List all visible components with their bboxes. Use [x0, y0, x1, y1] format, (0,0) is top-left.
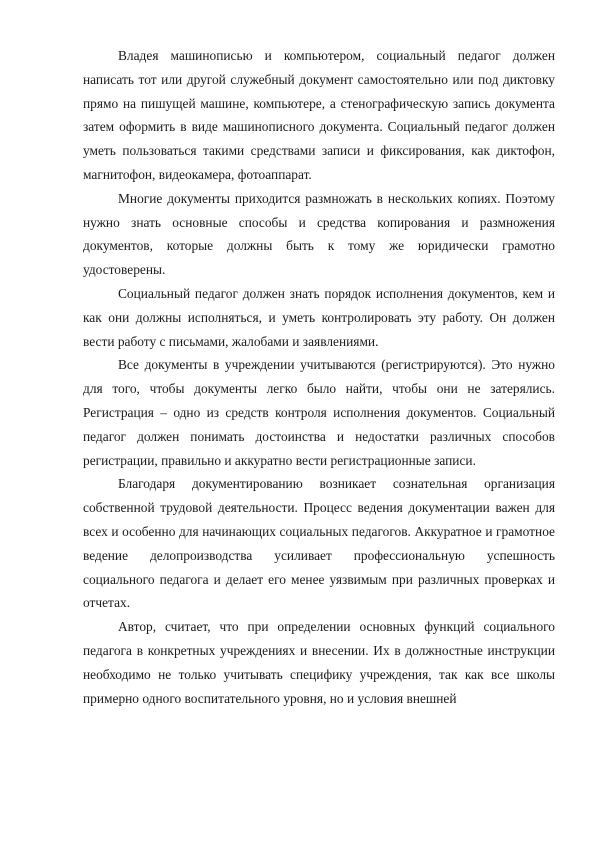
paragraph-registration: Все документы в учреждении учитываются (регистрируются). Это нужно для того, чтобы документы легко было найти, чтобы они не затерялись. Регистрация – одно из средств контроля исполнения документов. Социальный педагог должен понимать достоинства и недостатки различных способов регистрации, правильно и аккуратно вести регистрационные записи.	[83, 357, 555, 468]
paragraph-documentation-benefits: Благодаря документированию возникает сознательная организация собственной трудовой деятельности. Процесс ведения документации важен для всех и особенно для начинающих социальных педагогов. Аккуратное и грамотное ведение делопроизводства усиливает профессиональную успешность социального педагога и делает его менее уязвимым при различных проверках и отчетах.	[83, 476, 555, 611]
paragraph-author-opinion: Автор, считает, что при определении основных функций социального педагога в конкретных учреждениях и внесении. Их в должностные инструкции необходимо не только учитывать специфику учреждения, так как все школы примерно одного воспитательного уровня, но и условия внешней	[83, 619, 555, 706]
paragraph-typing-skills: Владея машинописью и компьютером, социальный педагог должен написать тот или другой служебный документ самостоятельно или под диктовку прямо на пишущей машине, компьютере, а стенографическую запись документа затем оформить в виде машинописного документа. Социальный педагог должен уметь пользоваться такими средствами записи и фиксирования, как диктофон, магнитофон, видеокамера, фотоаппарат.	[83, 48, 555, 182]
paragraph-copying: Многие документы приходится размножать в нескольких копиях. Поэтому нужно знать основные способы и средства копирования и размножения документов, которые должны быть к тому же юридически грамотно удостоверены.	[83, 190, 555, 278]
paragraph-execution-control: Социальный педагог должен знать порядок исполнения документов, кем и как они должны исполняться, и уметь контролировать эту работу. Он должен вести работу с письмами, жалобами и заявлениями.	[83, 285, 555, 349]
document-body	[83, 44, 555, 710]
